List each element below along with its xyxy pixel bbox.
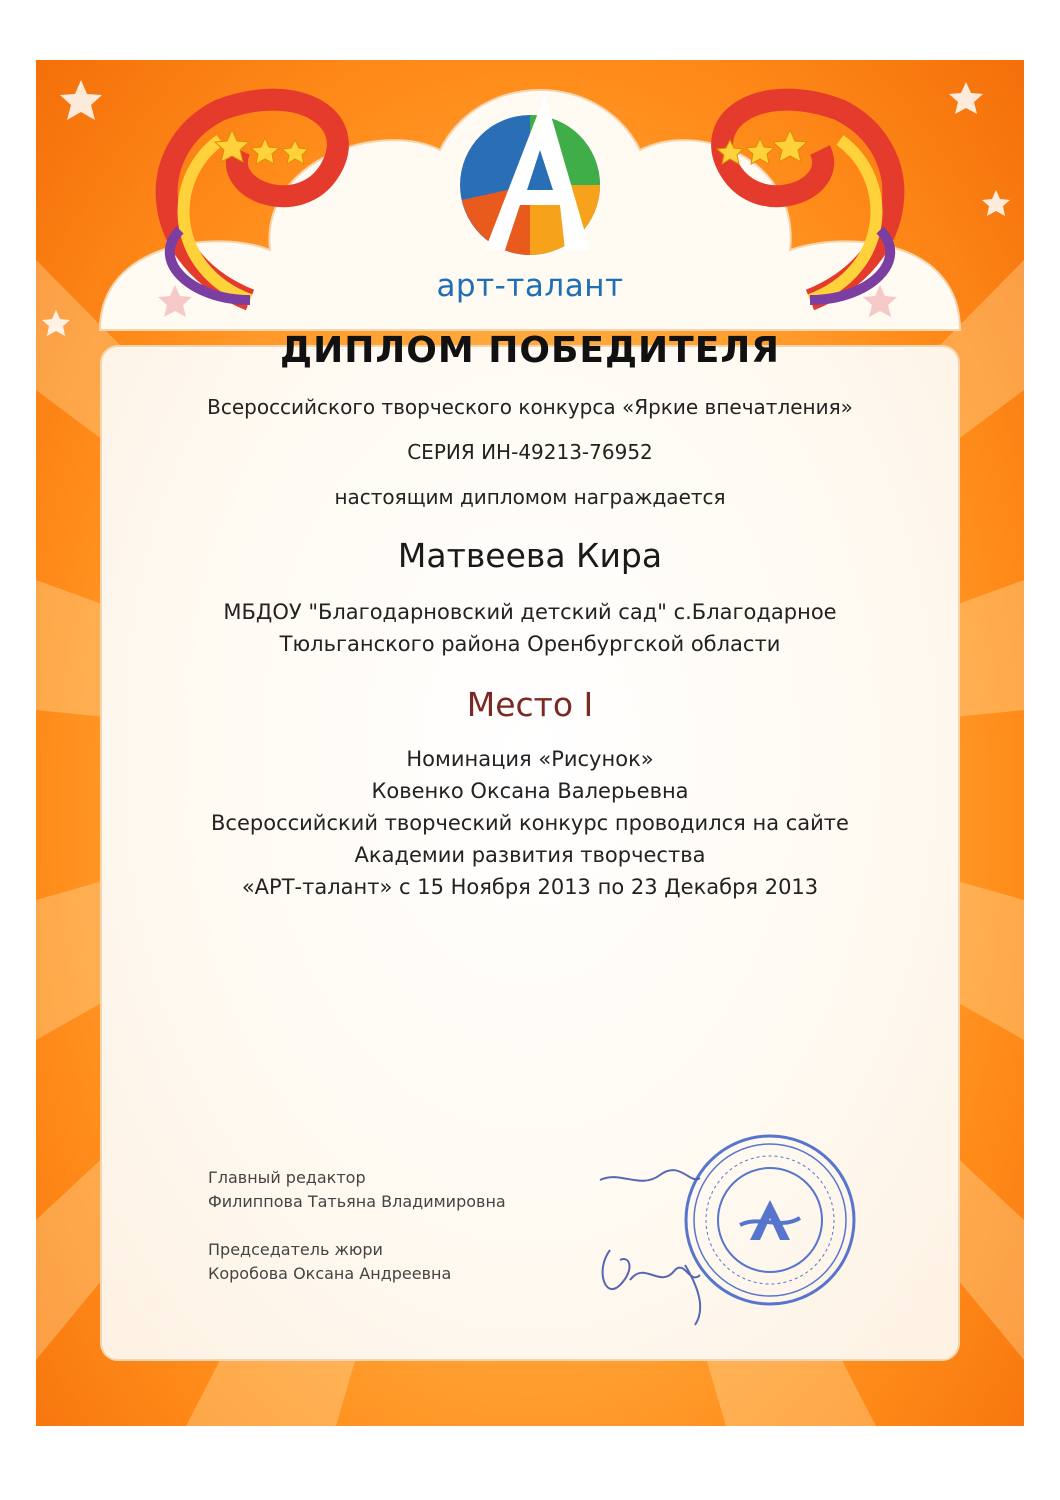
star-icon bbox=[773, 130, 807, 162]
info-line: «АРТ-талант» с 15 Ноября 2013 по 23 Декабря 2013 bbox=[241, 875, 819, 899]
organization-line: МБДОУ "Благодарновский детский сад" с.Благодарное bbox=[223, 600, 837, 624]
info-line: Ковенко Оксана Валерьевна bbox=[371, 779, 689, 803]
place-award: Место I bbox=[466, 685, 594, 724]
series-number: СЕРИЯ ИН-49213-76952 bbox=[407, 440, 653, 464]
organization-line: Тюльганского района Оренбургской области bbox=[279, 632, 781, 656]
recipient-name: Матвеева Кира bbox=[397, 536, 663, 575]
star-icon bbox=[282, 140, 308, 164]
awarded-text: настоящим дипломом награждается bbox=[334, 485, 726, 509]
signatory-name: Филиппова Татьяна Владимировна bbox=[208, 1192, 506, 1211]
info-line: Академии развития творчества bbox=[354, 843, 706, 867]
diploma-title: ДИПЛОМ ПОБЕДИТЕЛЯ bbox=[280, 330, 780, 371]
info-line: Всероссийский творческий конкурс проводился на сайте bbox=[211, 811, 849, 835]
signatory-name: Коробова Оксана Андреевна bbox=[208, 1264, 452, 1283]
star-icon bbox=[251, 138, 279, 164]
signatory-role: Главный редактор bbox=[208, 1168, 366, 1187]
contest-name: Всероссийского творческого конкурса «Яркие впечатления» bbox=[207, 395, 853, 419]
official-stamp-icon bbox=[680, 1130, 860, 1310]
info-line: Номинация «Рисунок» bbox=[406, 747, 654, 771]
brand-name: арт-талант bbox=[436, 268, 624, 304]
signatory-role: Председатель жюри bbox=[208, 1240, 383, 1259]
